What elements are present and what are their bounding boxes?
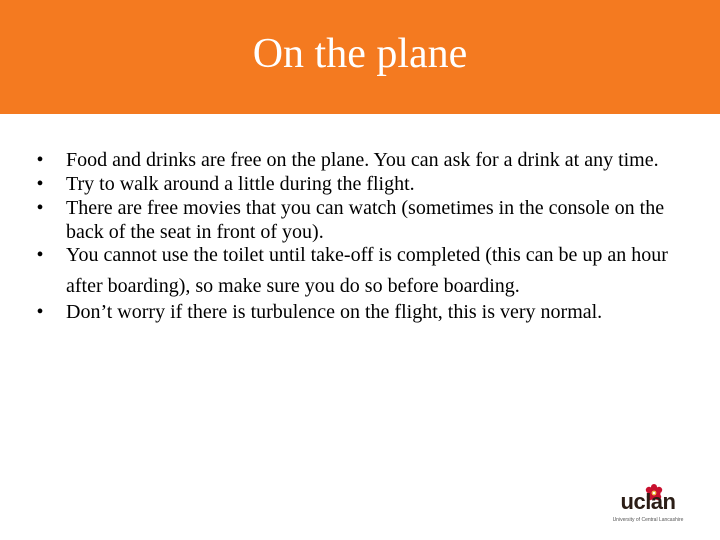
bullet-text: There are free movies that you can watch (sometimes in the console on the back of the seat in front of you).: [66, 197, 665, 243]
logo-wordmark: uclan: [620, 489, 676, 514]
uclan-logo: [608, 484, 688, 526]
bullet-dot: •: [36, 301, 44, 323]
bullet-dot: •: [36, 149, 44, 171]
logo-tagline: University of Central Lancashire: [612, 517, 684, 523]
bullet-item: [30, 172, 670, 196]
bullet-dot: •: [36, 197, 44, 219]
bullet-dot: •: [36, 173, 44, 195]
bullet-item: [30, 148, 670, 172]
bullet-text: Don’t worry if there is turbulence on the flight, this is very normal.: [66, 301, 603, 323]
bullet-text: You cannot use the toilet until take-off is completed (this can be up an hour after boarding), so make sure you do so before boarding.: [66, 244, 668, 297]
bullet-dot: •: [36, 244, 44, 266]
bullet-item: [30, 240, 670, 302]
bullet-item: [30, 300, 670, 324]
title-bar: [0, 0, 720, 114]
bullet-text: Try to walk around a little during the flight.: [66, 173, 415, 195]
bullet-item: [30, 196, 670, 244]
bullet-list: [30, 148, 670, 324]
bullet-text: Food and drinks are free on the plane. You can ask for a drink at any time.: [66, 149, 659, 171]
slide-title: On the plane: [252, 31, 468, 77]
